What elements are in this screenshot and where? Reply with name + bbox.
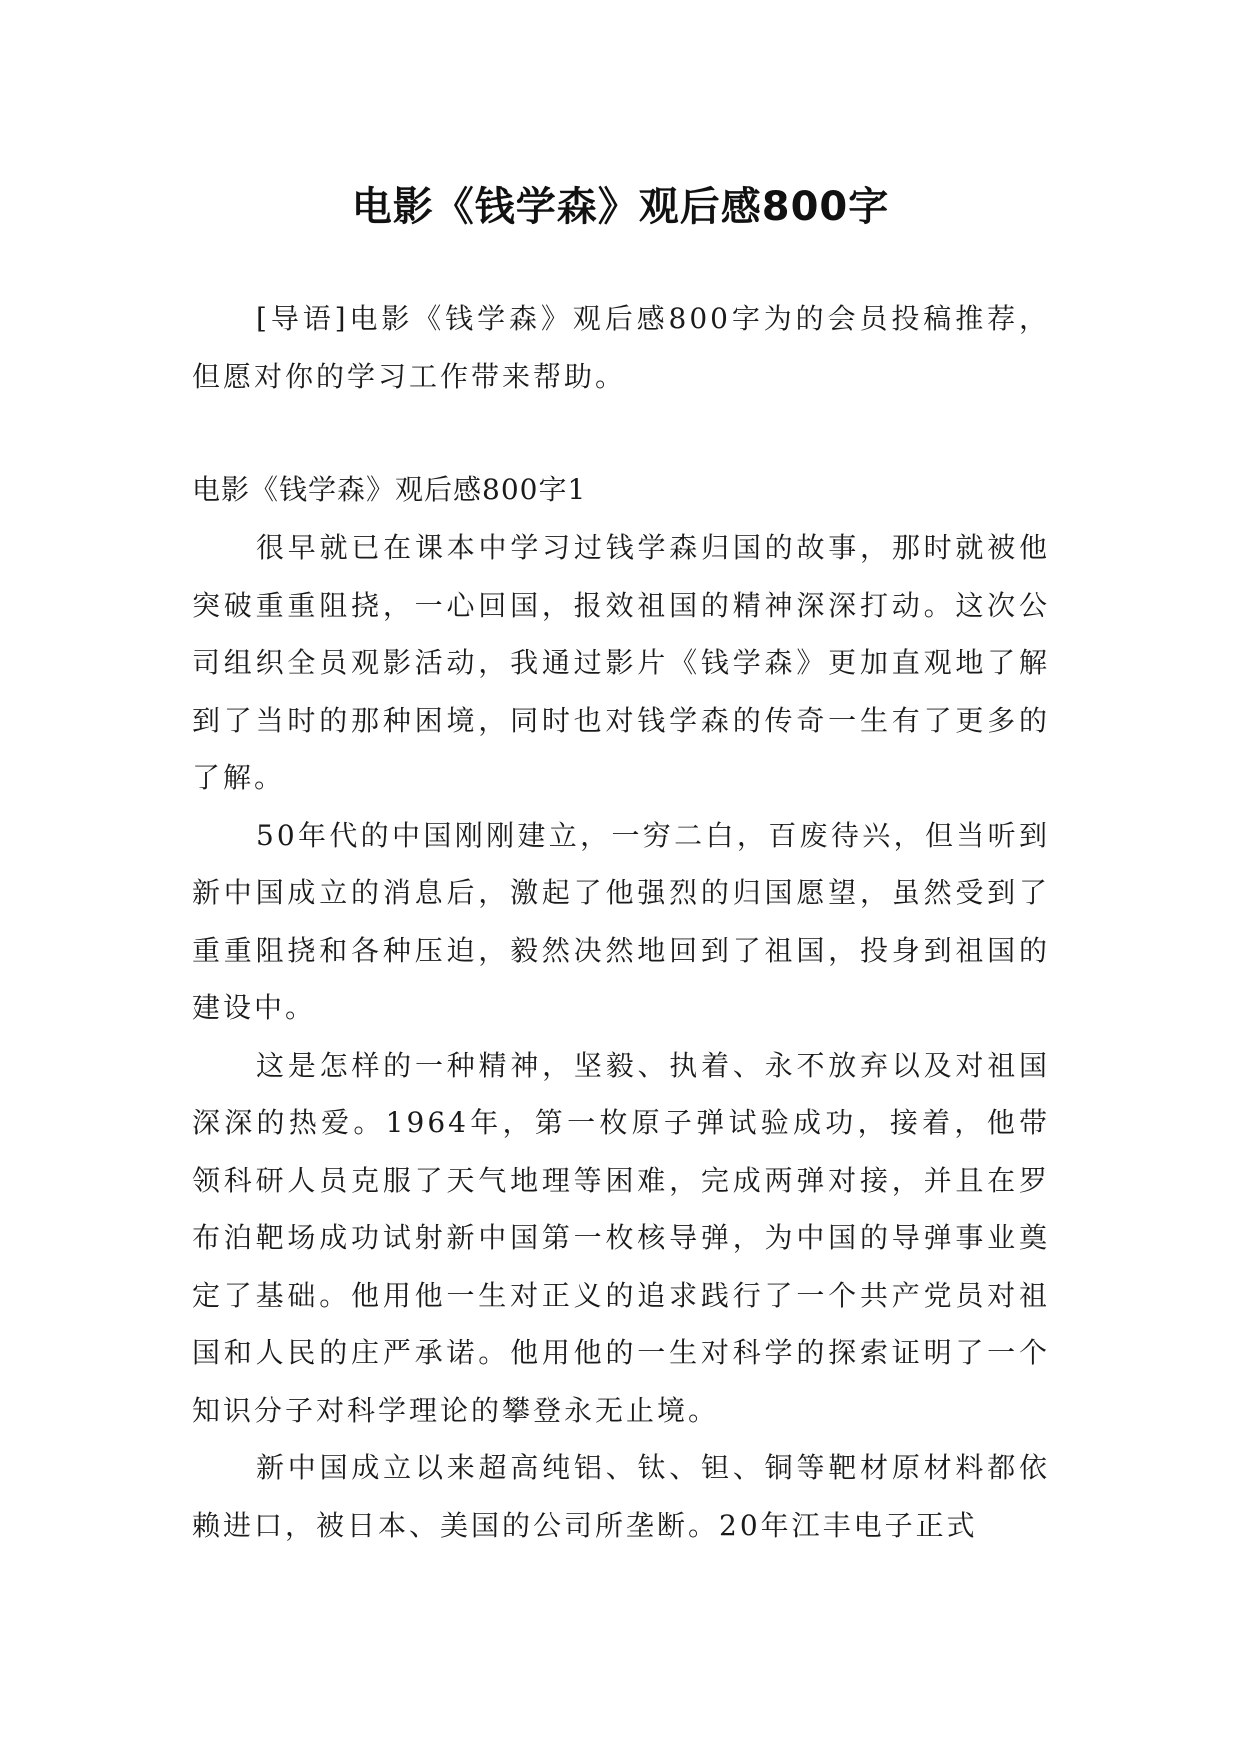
paragraph: 这是怎样的一种精神，坚毅、执着、永不放弃以及对祖国深深的热爱。1964年，第一枚原子弹试验成功，接着，他带领科研人员克服了天气地理等困难，完成两弹对接，并且在罗布泊靶场成功试射新中国第一枚核导弹，为中国的导弹事业奠定了基础。他用他一生对正义的追求践行了一个共产党员对祖国和人民的庄严承诺。他用他的一生对科学的探索证明了一个知识分子对科学理论的攀登永无止境。 xyxy=(192,1048,1050,1427)
article-body xyxy=(192,519,1050,1554)
paragraph: 很早就已在课本中学习过钱学森归国的故事，那时就被他突破重重阻挠，一心回国，报效祖国的精神深深打动。这次公司组织全员观影活动，我通过影片《钱学森》更加直观地了解到了当时的那种困境，同时也对钱学森的传奇一生有了更多的了解。 xyxy=(192,531,1050,794)
document-title: 电影《钱学森》观后感800字 xyxy=(351,183,890,230)
section-heading: 电影《钱学森》观后感800字1 xyxy=(192,473,587,506)
intro-paragraph: [导语]电影《钱学森》观后感800字为的会员投稿推荐，但愿对你的学习工作带来帮助。 xyxy=(192,302,1050,393)
paragraph: 50年代的中国刚刚建立，一穷二白，百废待兴，但当听到新中国成立的消息后，激起了他强烈的归国愿望，虽然受到了重重阻挠和各种压迫，毅然决然地回到了祖国，投身到祖国的建设中。 xyxy=(192,818,1050,1024)
paragraph: 新中国成立以来超高纯铝、钛、钽、铜等靶材原材料都依赖进口，被日本、美国的公司所垄断。20年江丰电子正式 xyxy=(192,1451,1050,1542)
